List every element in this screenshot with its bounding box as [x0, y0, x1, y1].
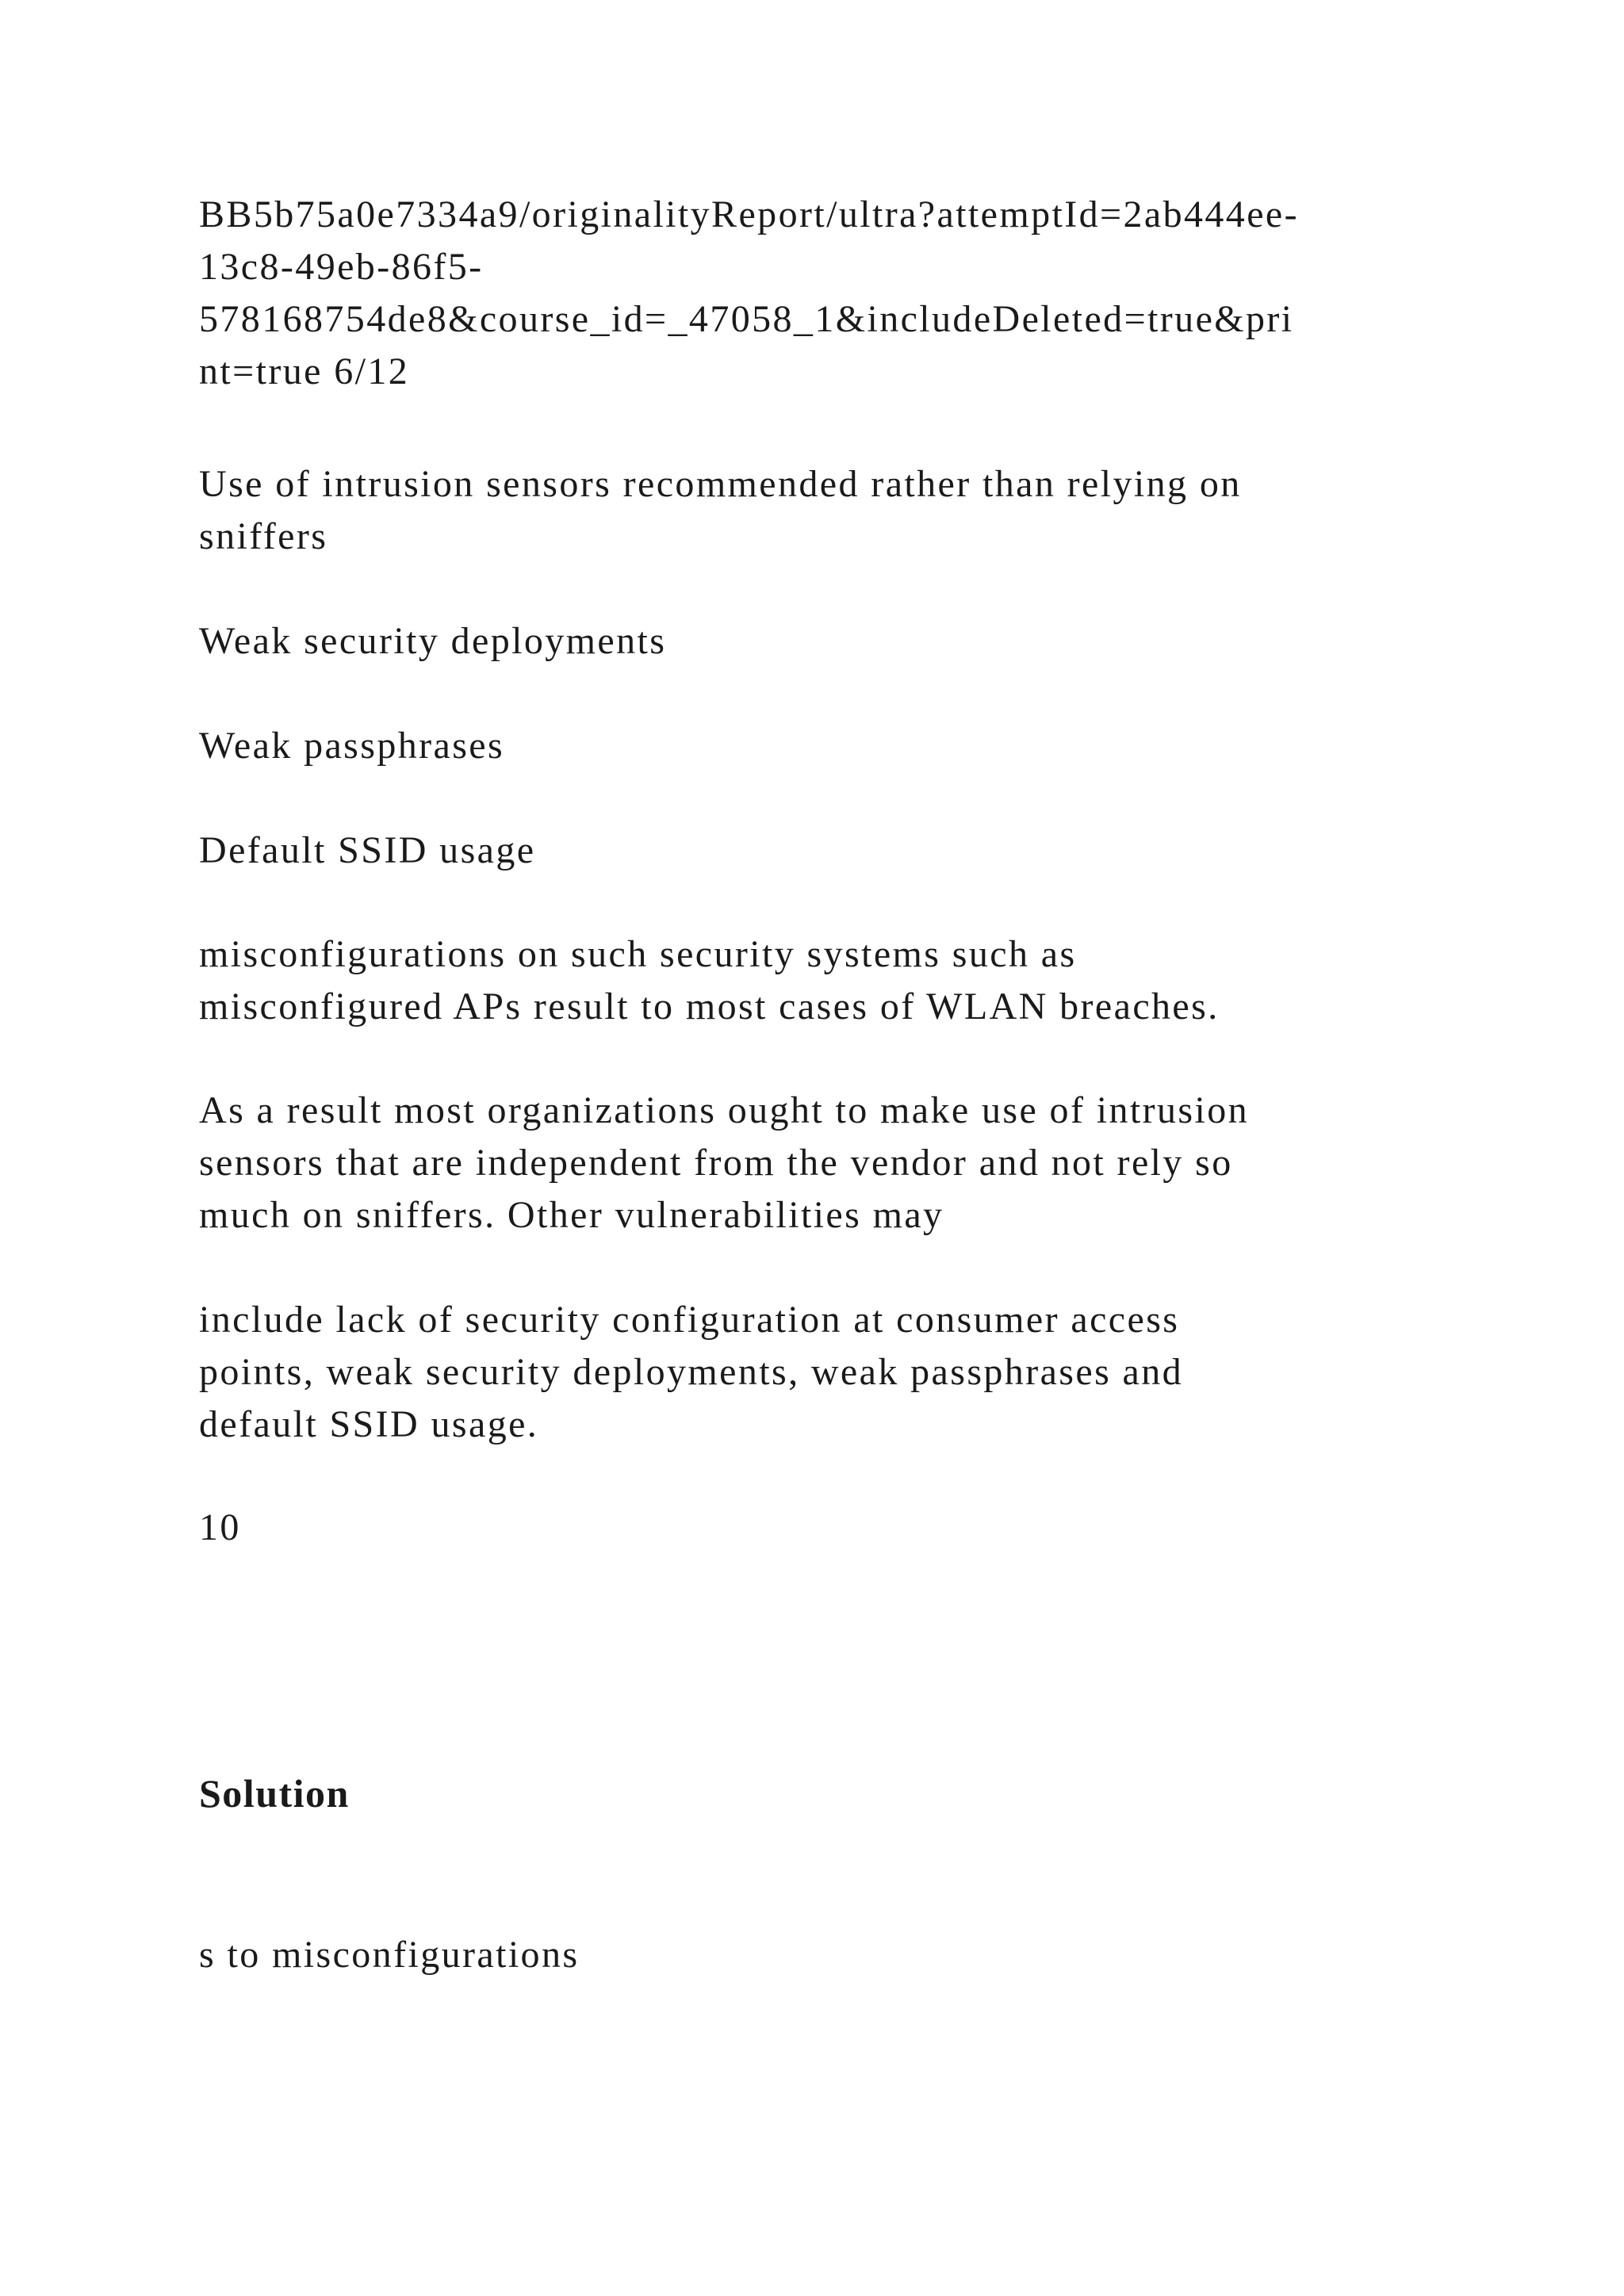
paragraph-line: points, weak security deployments, weak passphrases and	[199, 1351, 1184, 1393]
url-line: 13c8-49eb-86f5-	[199, 246, 484, 288]
page-number: 10	[199, 1506, 241, 1548]
url-text	[199, 189, 1468, 398]
paragraph-line: sensors that are independent from the vendor and not rely so	[199, 1142, 1233, 1184]
intrusion-sensors-paragraph	[199, 458, 1468, 563]
weak-passphrases-item: Weak passphrases	[199, 725, 505, 767]
paragraph-line: As a result most organizations ought to make use of intrusion	[199, 1089, 1250, 1131]
weak-deployments-item: Weak security deployments	[199, 620, 667, 662]
vulnerabilities-paragraph	[199, 1294, 1468, 1451]
paragraph-line: much on sniffers. Other vulnerabilities may	[199, 1194, 944, 1236]
paragraph-line: Use of intrusion sensors recommended rather than relying on	[199, 463, 1242, 505]
result-paragraph	[199, 1085, 1468, 1242]
paragraph-line: misconfigured APs result to most cases of WLAN breaches.	[199, 985, 1220, 1027]
url-line: BB5b75a0e7334a9/originalityReport/ultra?attemptId=2ab444ee-	[199, 193, 1299, 235]
paragraph-line: include lack of security configuration at consumer access	[199, 1299, 1180, 1341]
default-ssid-item: Default SSID usage	[199, 829, 536, 871]
paragraph-line: misconfigurations on such security systems such as	[199, 933, 1077, 975]
misconfigurations-paragraph	[199, 928, 1468, 1033]
paragraph-line: sniffers	[199, 515, 328, 557]
solution-text: s to misconfigurations	[199, 1934, 580, 1976]
paragraph-line: default SSID usage.	[199, 1403, 539, 1445]
url-line: 578168754de8&course_id=_47058_1&includeDeleted=true&pri	[199, 298, 1294, 340]
url-line: nt=true 6/12	[199, 350, 410, 392]
solution-heading: Solution	[199, 1771, 350, 1816]
